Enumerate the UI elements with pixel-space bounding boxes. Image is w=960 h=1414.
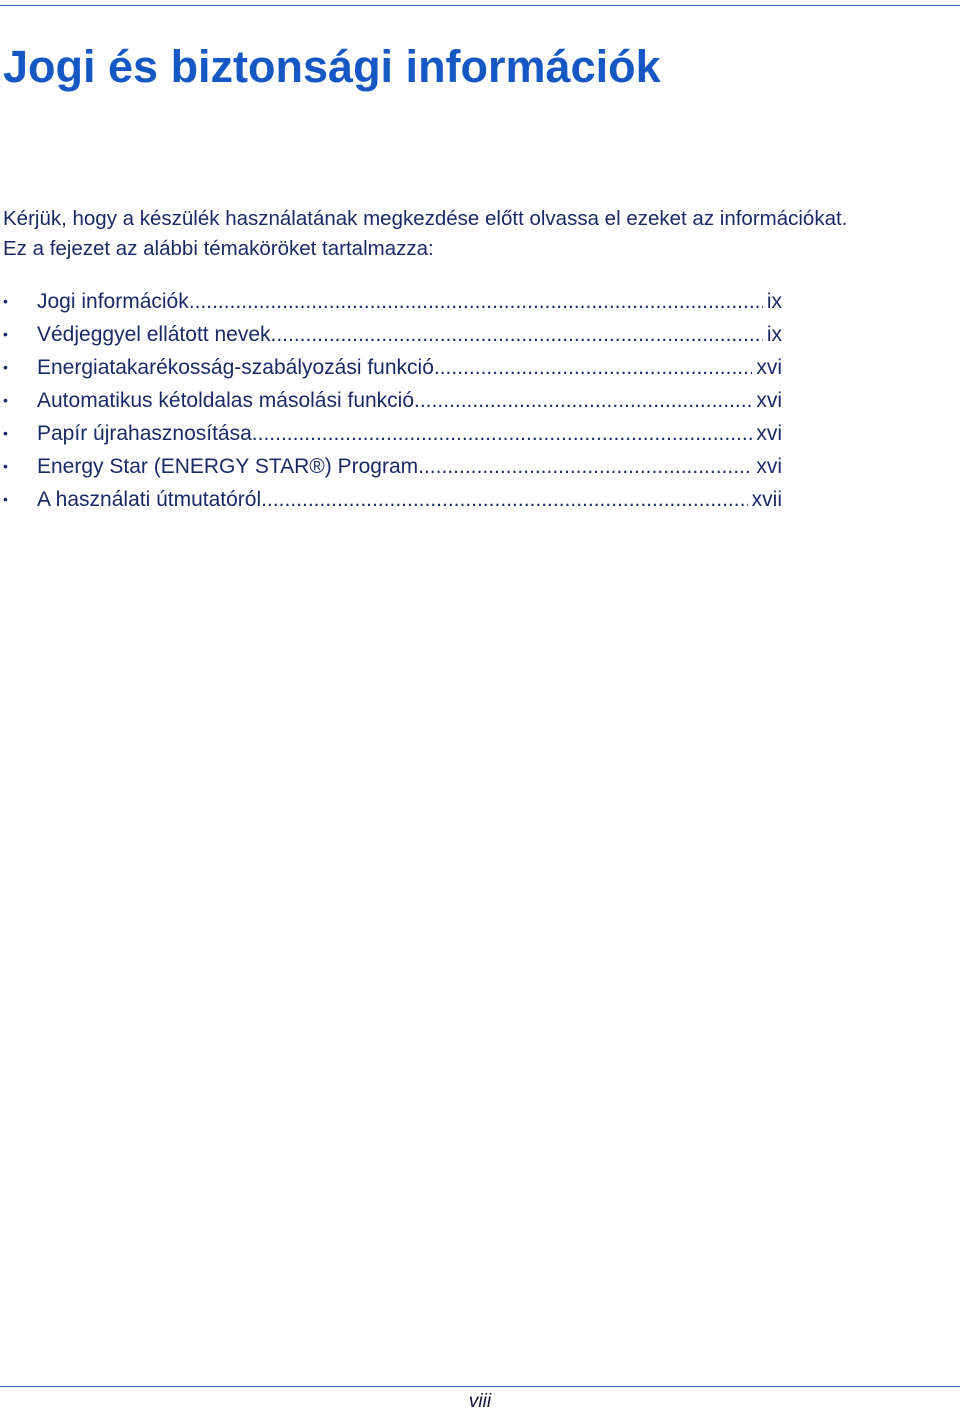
header-rule bbox=[0, 5, 960, 6]
toc-label: Automatikus kétoldalas másolási funkció bbox=[37, 389, 415, 412]
toc-entry bbox=[37, 483, 782, 516]
toc-page: xvi bbox=[756, 389, 782, 412]
toc-entry bbox=[37, 285, 782, 318]
footer-rule bbox=[0, 1386, 960, 1387]
bullet-icon: • bbox=[3, 425, 8, 441]
dot-leader bbox=[414, 384, 752, 417]
page-number: viii bbox=[468, 1391, 492, 1412]
toc-entry bbox=[37, 351, 782, 384]
intro-line-1: Kérjük, hogy a készülék használatának megkezdése előtt olvassa el ezeket az információkat. bbox=[3, 207, 848, 230]
dot-leader bbox=[261, 483, 748, 516]
toc-page: xvi bbox=[756, 356, 782, 379]
toc-entry bbox=[37, 450, 782, 483]
intro-line-2: Ez a fejezet az alábbi témaköröket tartalmazza: bbox=[3, 237, 434, 260]
toc-label: Energiatakarékosság-szabályozási funkció bbox=[37, 356, 434, 379]
toc-label: Védjeggyel ellátott nevek bbox=[37, 323, 271, 346]
toc-item-papir-ujrahasznositasa[interactable] bbox=[0, 417, 790, 450]
toc-item-energy-star-program[interactable] bbox=[0, 450, 790, 483]
page-title: Jogi és biztonsági információk bbox=[3, 41, 661, 92]
dot-leader bbox=[271, 318, 763, 351]
dot-leader bbox=[418, 450, 752, 483]
topic-list bbox=[0, 285, 790, 516]
toc-entry bbox=[37, 384, 782, 417]
toc-page: xvi bbox=[756, 455, 782, 478]
dot-leader bbox=[434, 351, 752, 384]
toc-entry bbox=[37, 417, 782, 450]
toc-label: Energy Star (ENERGY STAR®) Program bbox=[37, 455, 419, 478]
toc-item-jogi-informaciok[interactable] bbox=[0, 285, 790, 318]
intro-paragraph bbox=[3, 204, 958, 264]
bullet-icon: • bbox=[3, 326, 8, 342]
toc-label: Papír újrahasznosítása bbox=[37, 422, 252, 445]
bullet-icon: • bbox=[3, 293, 8, 309]
toc-item-hasznalati-utmutatorol[interactable] bbox=[0, 483, 790, 516]
toc-label: Jogi információk bbox=[37, 290, 189, 313]
dot-leader bbox=[189, 285, 763, 318]
toc-page: xvii bbox=[751, 488, 782, 511]
bullet-icon: • bbox=[3, 392, 8, 408]
toc-item-vedjeggyel-ellatott-nevek[interactable] bbox=[0, 318, 790, 351]
toc-item-automatikus-ketoldalas[interactable] bbox=[0, 384, 790, 417]
toc-label: A használati útmutatóról bbox=[37, 488, 262, 511]
bullet-icon: • bbox=[3, 491, 8, 507]
toc-page: ix bbox=[766, 323, 782, 346]
toc-page: xvi bbox=[756, 422, 782, 445]
toc-page: ix bbox=[766, 290, 782, 313]
toc-item-energiatakarekossag[interactable] bbox=[0, 351, 790, 384]
dot-leader bbox=[252, 417, 753, 450]
toc-entry bbox=[37, 318, 782, 351]
bullet-icon: • bbox=[3, 359, 8, 375]
bullet-icon: • bbox=[3, 458, 8, 474]
